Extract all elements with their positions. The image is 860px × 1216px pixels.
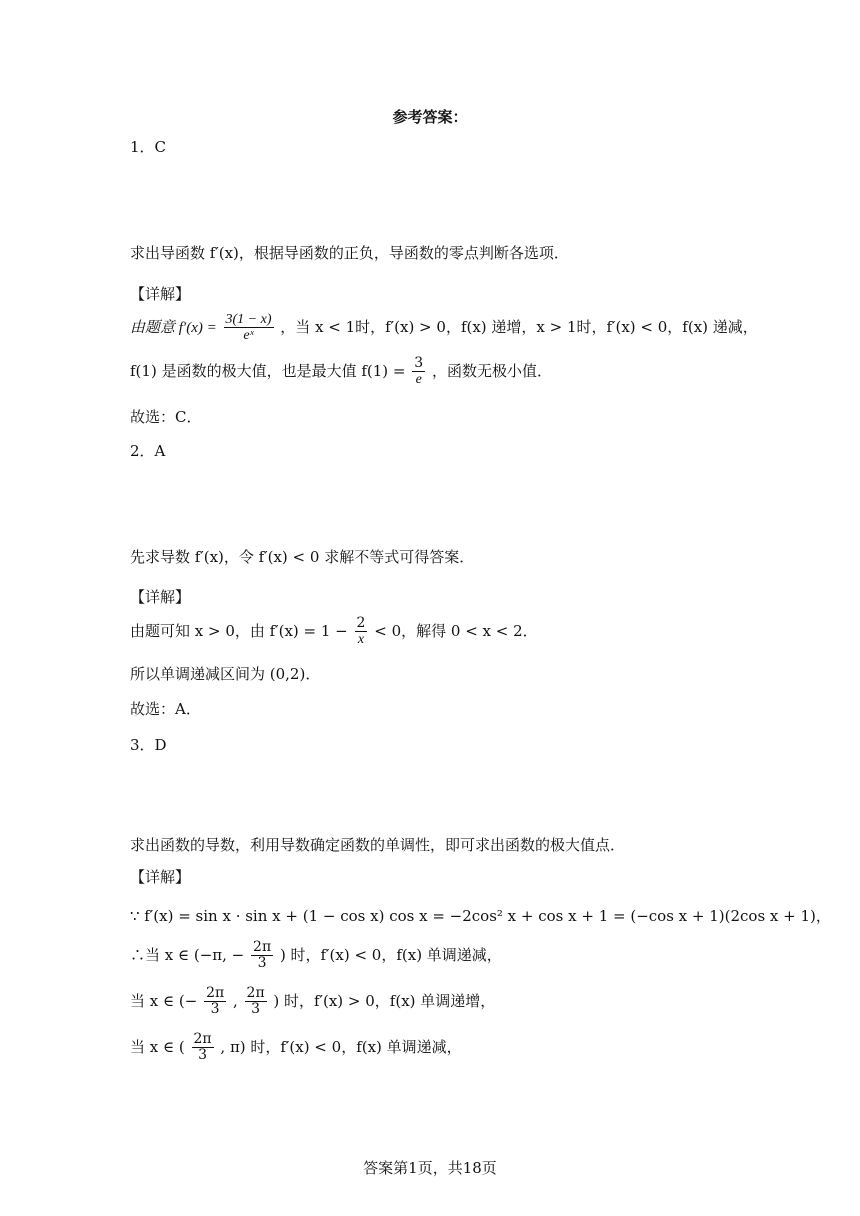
numerator: 2 [356, 615, 366, 631]
text: 由题意 f′(x) = [130, 319, 217, 336]
detail-heading-1: 【详解】 [130, 285, 191, 303]
denominator: 3 [210, 1001, 220, 1018]
analysis-2: 先求导数 f′(x)，令 f′(x) < 0 求解不等式可得答案． [130, 548, 475, 566]
page-title: 参考答案： [392, 108, 468, 126]
text: 当 x ∈ ( [130, 1037, 185, 1056]
numerator: 3(1 − x) [225, 312, 272, 327]
text: , π) 时，f′(x) < 0，f(x) 单调递减， [220, 1037, 462, 1056]
numerator: 2π [253, 939, 272, 955]
denominator: 3 [251, 1001, 261, 1018]
text: f(1) 是函数的极大值，也是最大值 f(1) = [130, 361, 406, 380]
detail-2-line-2: 所以单调递减区间为 (0,2)． [130, 665, 321, 683]
detail-3-line-3 [130, 986, 495, 1018]
fraction [251, 940, 273, 972]
page-footer: 答案第1页，共18页 [363, 1159, 497, 1177]
denominator: 3 [198, 1047, 208, 1064]
analysis-3: 求出函数的导数，利用导数确定函数的单调性，即可求出函数的极大值点． [130, 836, 626, 854]
text: ) 时，f′(x) < 0，f(x) 单调递减， [279, 945, 502, 964]
numerator: 3 [414, 355, 424, 371]
denominator: eˣ [243, 328, 254, 344]
analysis-1: 求出导函数 f′(x)，根据导函数的正负，导函数的零点判断各选项． [130, 244, 569, 262]
text: ) 时，f′(x) > 0，f(x) 单调递增， [273, 991, 496, 1010]
denominator: 3 [257, 955, 267, 972]
conclusion-1: 故选：C． [130, 408, 202, 426]
answer-3-label: 3．D [130, 736, 167, 754]
detail-3-line-4 [130, 1032, 462, 1064]
detail-heading-3: 【详解】 [130, 868, 191, 886]
fraction [245, 986, 267, 1018]
fraction [192, 1032, 214, 1064]
fraction [224, 312, 274, 344]
numerator: 2π [246, 985, 265, 1001]
detail-1-line-1 [130, 312, 758, 344]
fraction [204, 986, 226, 1018]
detail-3-line-2 [130, 940, 502, 972]
denominator: e [415, 372, 422, 388]
detail-2-line-1 [130, 616, 538, 648]
numerator: 2π [206, 985, 225, 1001]
text: ∴当 x ∈ (−π, − [130, 945, 245, 964]
conclusion-2: 故选：A． [130, 700, 201, 718]
answer-1-label: 1．C [130, 138, 167, 156]
detail-heading-2: 【详解】 [130, 588, 191, 606]
fraction [412, 356, 425, 388]
detail-3-line-1: ∵ f′(x) = sin x · sin x + (1 − cos x) cos x = −2cos² x + cos x + 1 = (−cos x + 1)(2cos x + 1)， [130, 907, 831, 925]
text: 当 x ∈ (− [130, 991, 198, 1010]
text: ，函数无极小值． [431, 361, 552, 380]
text: ，当 x < 1时，f′(x) > 0，f(x) 递增，x > 1时，f′(x) < 0，f(x) 递减， [280, 317, 758, 336]
numerator: 2π [193, 1031, 212, 1047]
detail-1-line-2 [130, 356, 552, 388]
text: , [232, 991, 238, 1010]
text: 由题可知 x > 0，由 f′(x) = 1 − [130, 621, 348, 640]
denominator: x [357, 632, 365, 648]
answer-2-label: 2．A [130, 442, 166, 460]
text: < 0，解得 0 < x < 2． [374, 621, 538, 640]
fraction [355, 616, 368, 648]
